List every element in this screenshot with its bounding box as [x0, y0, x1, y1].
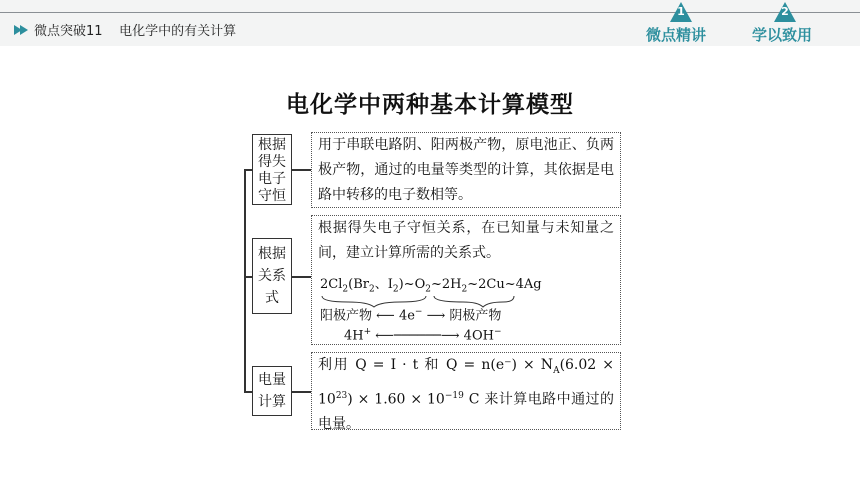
relation-formula-line: $2Cl_2(Br_2$、$I_2)\sim O_2\sim 2H_2\sim 2Cu\sim 4Ag$	[320, 277, 542, 295]
nav-label-1: 微点精讲	[646, 26, 707, 44]
diagram-spine	[244, 169, 246, 392]
exp-minus19: −19	[444, 390, 464, 401]
connector-3	[292, 391, 311, 393]
desc-relation-formula	[311, 215, 621, 345]
h-ion: 4H	[344, 328, 364, 344]
label-charge-calculation: 电量 计算	[252, 366, 292, 416]
desc-text-1: 用于串联电路阴、阳两极产物，原电池正、负两极产物，通过的电量等类型的计算，其依据是电路中转移的电子数相等。	[318, 137, 614, 203]
breadcrumb: 微点突破11 电化学中的有关计算	[34, 24, 237, 39]
step-1-badge	[670, 2, 692, 22]
charge-text-1: 利用 Q = I · t 和 Q = n(e⁻) × N	[318, 357, 554, 373]
long-arrow-right-icon: ⟵──────⟶	[375, 328, 460, 344]
desc-text-2: 根据得失电子守恒关系，在已知量与未知量之间，建立计算所需的关系式。	[318, 220, 614, 261]
formula-i: I	[387, 277, 393, 292]
oh-ion: 4OH	[463, 328, 494, 344]
connector-1	[292, 169, 311, 171]
charge-text-2: (6.02 × 10	[318, 357, 614, 408]
exp-23: 23	[335, 390, 348, 401]
header-rule	[0, 12, 860, 13]
formula-br: Br	[353, 277, 369, 292]
arrow-right-icon: ⟶	[426, 308, 446, 324]
electron-transfer-line: 阳极产物 ⟵ 4e− ⟶ 阴极产物	[320, 307, 502, 324]
connector-2	[292, 276, 311, 278]
electrons: 4e	[398, 308, 415, 324]
step-1-number: 1	[677, 5, 685, 18]
charge-text-3: ) × 1.60 × 10	[347, 391, 445, 408]
na-subscript: A	[553, 365, 560, 376]
desc-electron-conservation	[311, 132, 621, 208]
desc-text-3	[318, 353, 614, 437]
formula-h: 2H	[441, 277, 462, 292]
cathode-product: 阴极产物	[449, 308, 502, 324]
nav-micro-points[interactable]	[646, 0, 726, 46]
step-2-number: 2	[781, 5, 789, 18]
nav-practice[interactable]	[752, 0, 832, 46]
step-2-badge	[774, 2, 796, 22]
ion-line: 4H+ ⟵──────⟶ 4OH−	[344, 327, 502, 344]
formula-cu-ag: 2Cu~4Ag	[478, 277, 542, 292]
anode-product: 阳极产物	[320, 308, 373, 324]
page-title: 电化学中两种基本计算模型	[286, 92, 574, 118]
charge-text-4: C 来计算电路中通过的电量。	[318, 391, 614, 433]
nav-label-2: 学以致用	[752, 26, 813, 44]
label-electron-conservation: 根据 得失 电子 守恒	[252, 134, 292, 205]
formula-o: O	[414, 277, 426, 292]
formula-cl: 2Cl	[320, 277, 343, 292]
label-relation-formula: 根据 关系 式	[252, 238, 292, 314]
desc-charge-calculation	[311, 352, 621, 433]
play-icon-2	[20, 25, 28, 35]
arrow-left-icon: ⟵	[376, 308, 395, 324]
